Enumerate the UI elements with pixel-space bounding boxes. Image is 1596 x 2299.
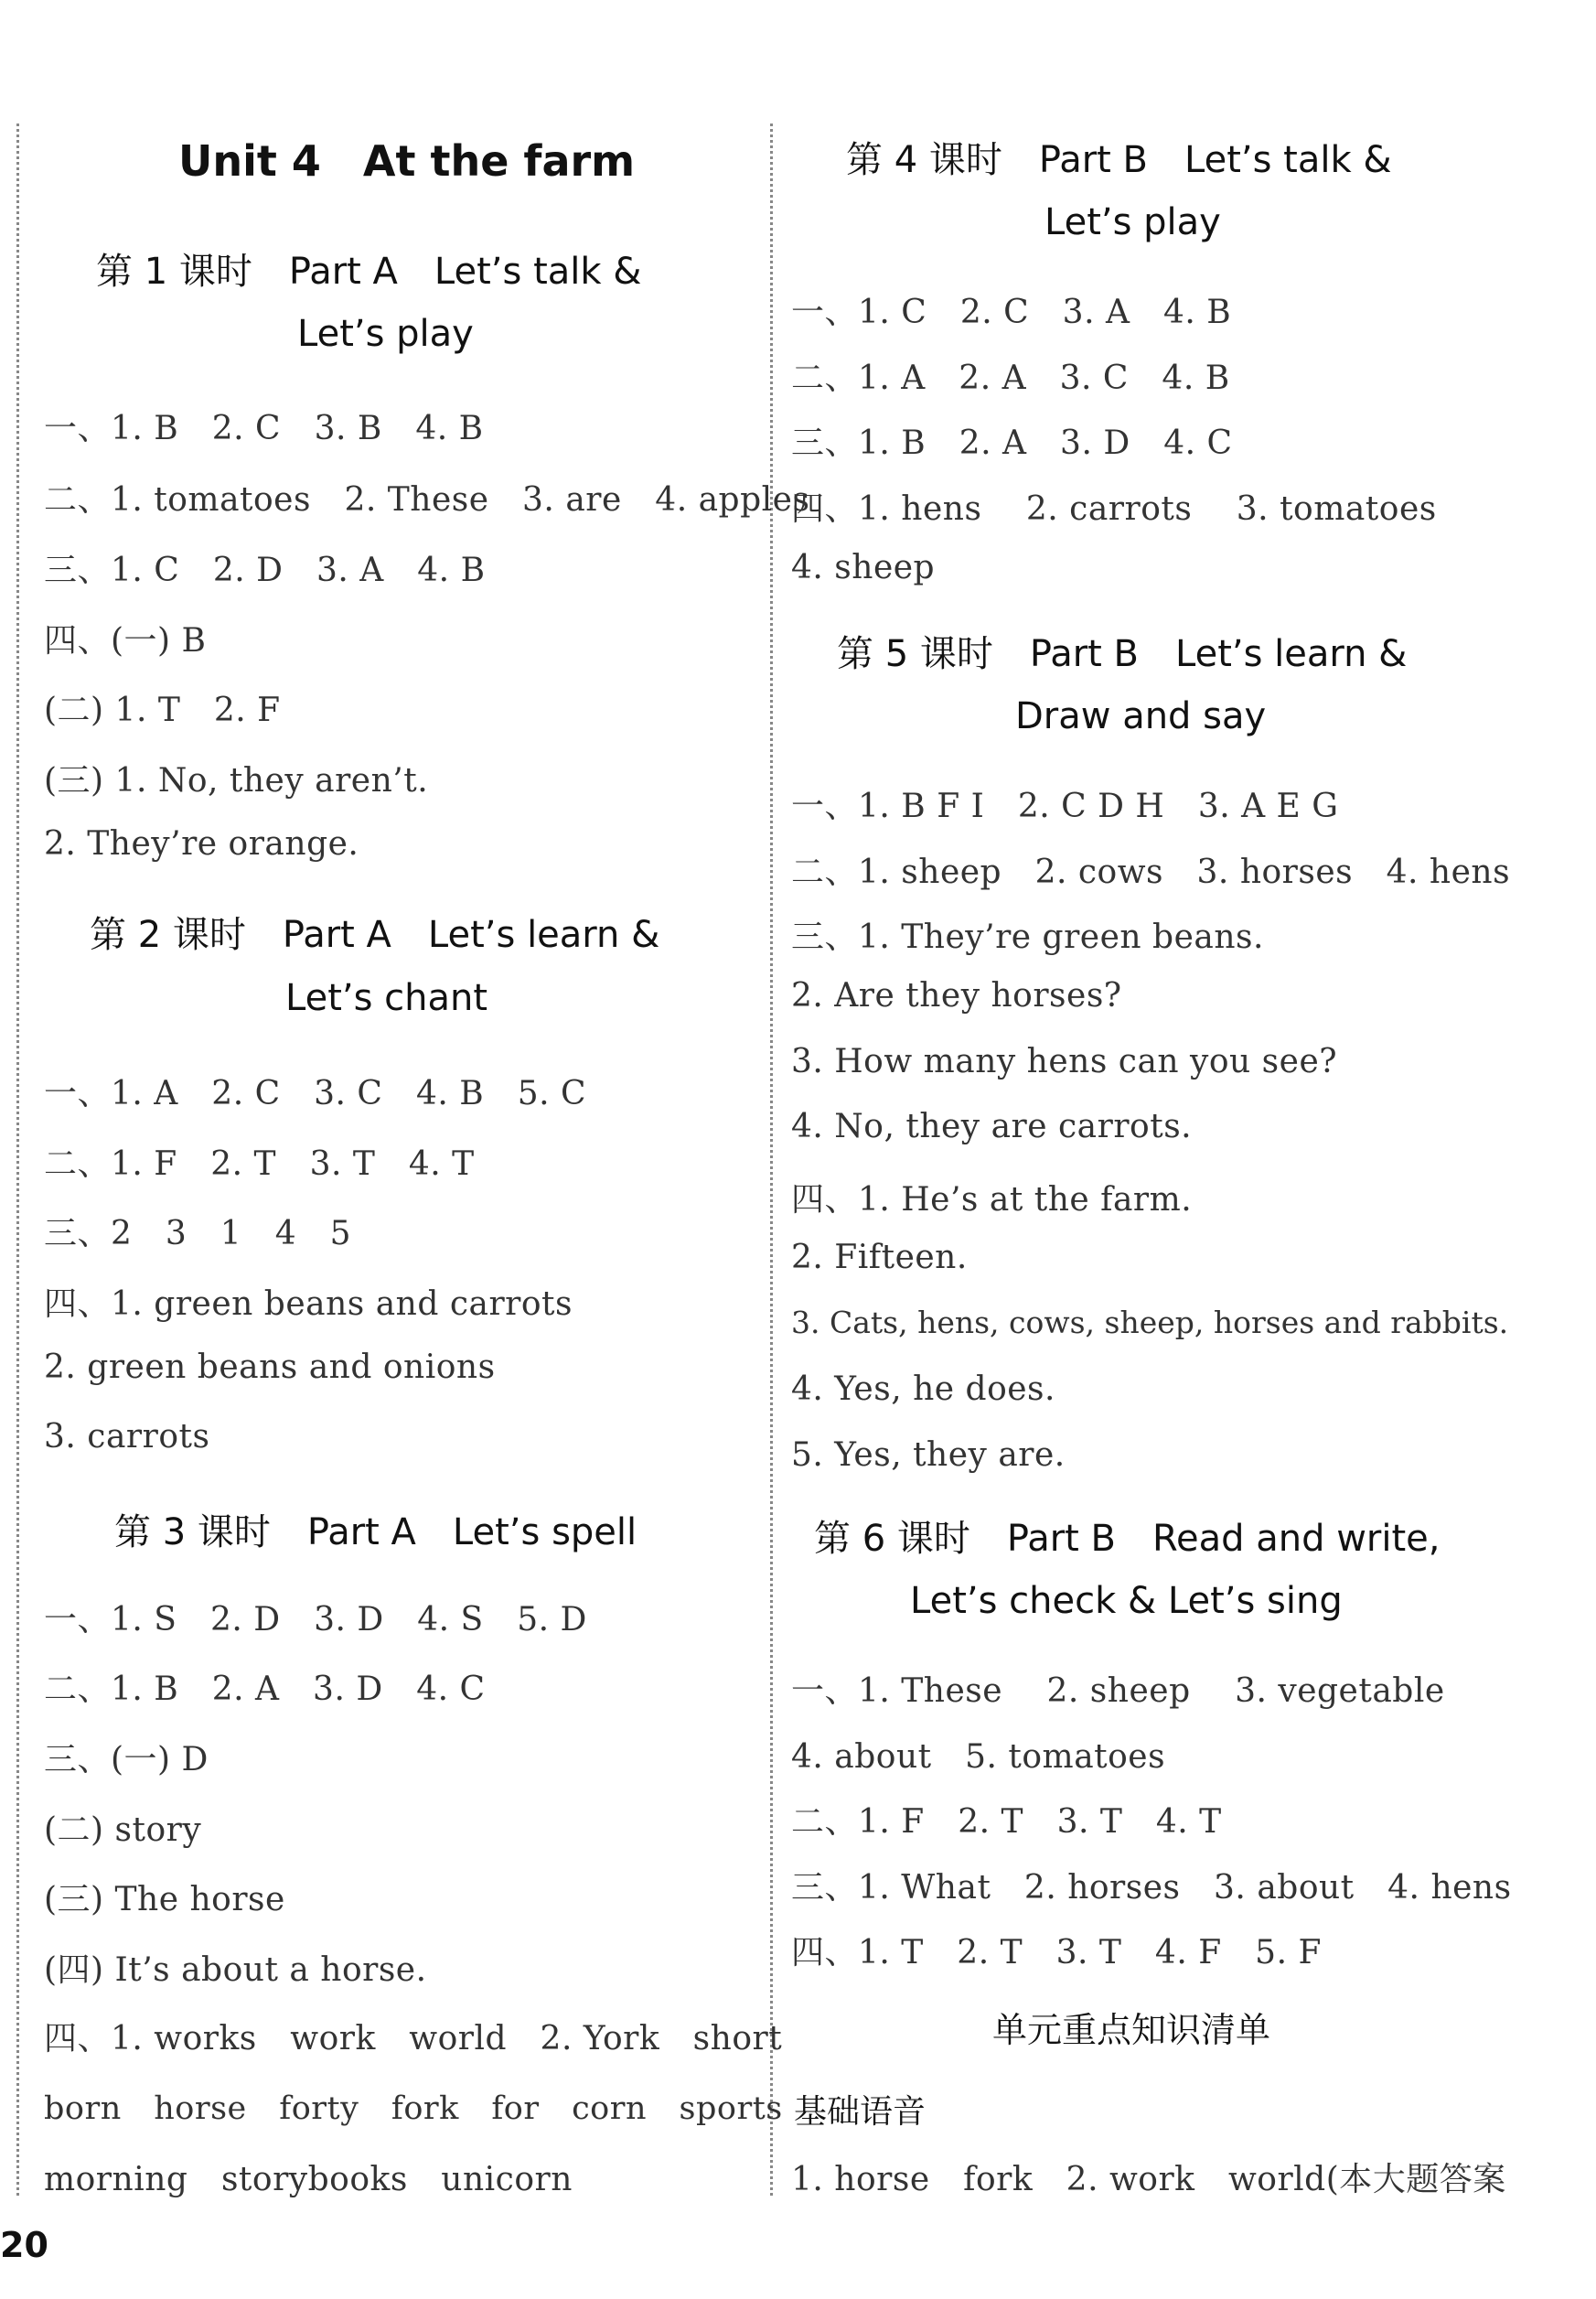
column-divider (770, 124, 773, 2196)
lesson6-answer-line: 二、1. F 2. T 3. T 4. T (791, 1803, 1222, 1841)
lesson3-answer-line: (二) story (44, 1811, 202, 1849)
summary-subtitle: 基础语音 (794, 2093, 927, 2131)
lesson3-answer-line: morning storybooks unicorn (44, 2161, 573, 2198)
lesson5-answer-line: 一、1. B F I 2. C D H 3. A E G (791, 788, 1339, 825)
lesson5-answer-line: 4. Yes, he does. (791, 1370, 1055, 1408)
lesson2-answer-line: 一、1. A 2. C 3. C 4. B 5. C (44, 1075, 587, 1112)
lesson3-answer-line: (三) The horse (44, 1881, 285, 1918)
lesson6-title: 第 6 课时 Part B Read and write, (814, 1518, 1441, 1560)
lesson1-subtitle: Let’s play (297, 313, 474, 355)
lesson6-subtitle: Let’s check & Let’s sing (910, 1580, 1343, 1622)
lesson1-answer-line: 四、(一) B (44, 622, 207, 660)
lesson6-answer-line: 一、1. These 2. sheep 3. vegetable (791, 1672, 1445, 1710)
lesson1-answer-line: 一、1. B 2. C 3. B 4. B (44, 410, 484, 447)
lesson5-answer-line: 三、1. They’re green beans. (791, 919, 1264, 956)
lesson5-answer-line: 2. Are they horses? (791, 977, 1122, 1015)
lesson5-answer-line: 3. Cats, hens, cows, sheep, horses and rabbits. (791, 1305, 1509, 1340)
lesson1-answer-line: (二) 1. T 2. F (44, 692, 281, 729)
summary-title: 单元重点知识清单 (992, 2010, 1271, 2050)
lesson6-answer-line: 三、1. What 2. horses 3. about 4. hens (791, 1869, 1512, 1907)
lesson3-answer-line: 四、1. works work world 2. York short (44, 2020, 783, 2057)
summary-answer-line: 1. horse fork 2. work world(本大题答案 (791, 2161, 1506, 2198)
lesson5-answer-line: 3. How many hens can you see? (791, 1043, 1338, 1080)
lesson4-answer-line: 三、1. B 2. A 3. D 4. C (791, 424, 1233, 462)
lesson5-answer-line: 5. Yes, they are. (791, 1436, 1066, 1474)
lesson5-answer-line: 4. No, they are carrots. (791, 1108, 1193, 1145)
lesson5-subtitle: Draw and say (1015, 695, 1267, 737)
lesson5-answer-line: 四、1. He’s at the farm. (791, 1181, 1193, 1219)
lesson4-subtitle: Let’s play (1044, 201, 1221, 243)
lesson6-answer-line: 4. about 5. tomatoes (791, 1738, 1166, 1776)
lesson4-answer-line: 4. sheep (791, 549, 936, 586)
lesson3-answer-line: 一、1. S 2. D 3. D 4. S 5. D (44, 1601, 587, 1638)
lesson3-title: 第 3 课时 Part A Let’s spell (114, 1511, 637, 1553)
lesson3-answer-line: 三、(一) D (44, 1741, 209, 1778)
lesson1-answer-line: 三、1. C 2. D 3. A 4. B (44, 552, 486, 589)
lesson2-title: 第 2 课时 Part A Let’s learn & (90, 914, 660, 956)
lesson4-answer-line: 一、1. C 2. C 3. A 4. B (791, 294, 1232, 331)
lesson1-answer-line: 2. They’re orange. (44, 825, 359, 863)
lesson2-subtitle: Let’s chant (285, 977, 488, 1019)
lesson3-answer-line: born horse forty fork for corn sports (44, 2090, 783, 2127)
lesson3-answer-line: (四) It’s about a horse. (44, 1951, 427, 1989)
lesson4-answer-line: 四、1. hens 2. carrots 3. tomatoes (791, 490, 1437, 528)
lesson1-answer-line: (三) 1. No, they aren’t. (44, 762, 429, 800)
lesson1-title: 第 1 课时 Part A Let’s talk & (96, 251, 642, 293)
lesson2-answer-line: 2. green beans and onions (44, 1348, 496, 1386)
lesson5-answer-line: 二、1. sheep 2. cows 3. horses 4. hens (791, 854, 1511, 891)
lesson2-answer-line: 四、1. green beans and carrots (44, 1285, 573, 1323)
lesson5-answer-line: 2. Fifteen. (791, 1239, 968, 1276)
page-number: 20 (0, 2225, 48, 2265)
lesson2-answer-line: 二、1. F 2. T 3. T 4. T (44, 1145, 475, 1183)
lesson4-answer-line: 二、1. A 2. A 3. C 4. B (791, 360, 1230, 397)
lesson4-title: 第 4 课时 Part B Let’s talk & (846, 139, 1392, 181)
lesson6-answer-line: 四、1. T 2. T 3. T 4. F 5. F (791, 1934, 1322, 1971)
lesson1-answer-line: 二、1. tomatoes 2. These 3. are 4. apples (44, 481, 810, 519)
unit-title: Unit 4 At the farm (178, 136, 636, 186)
left-margin-rule (16, 124, 19, 2196)
lesson3-answer-line: 二、1. B 2. A 3. D 4. C (44, 1671, 486, 1708)
lesson2-answer-line: 3. carrots (44, 1418, 210, 1456)
lesson2-answer-line: 三、2 3 1 4 5 (44, 1215, 352, 1252)
lesson5-title: 第 5 课时 Part B Let’s learn & (837, 633, 1408, 675)
